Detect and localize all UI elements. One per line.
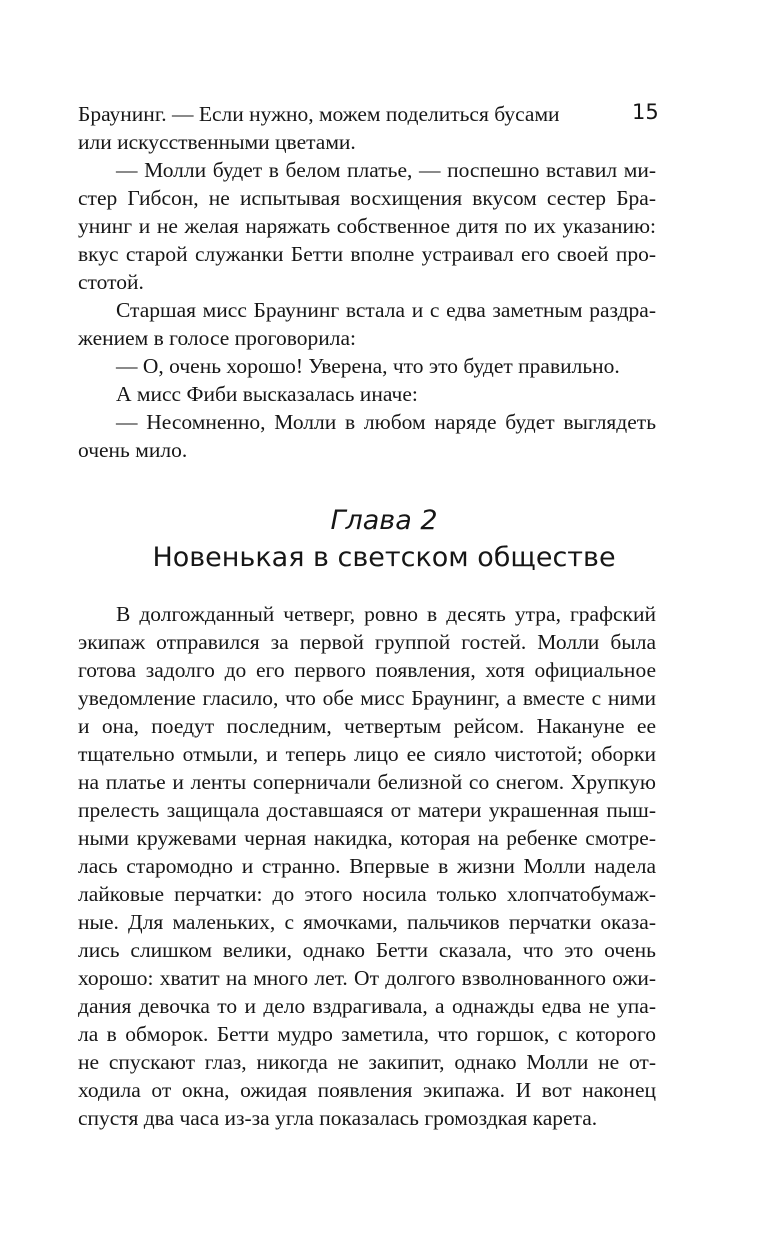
text-line: — Несомненно, Молли в любом наряде будет выглядеть: [116, 410, 656, 434]
text-line: В долгожданный четверг, ровно в десять утра, графский: [116, 602, 656, 626]
text-line: ные. Для маленьких, с ямочками, пальчиков перчатки оказа-: [78, 910, 656, 934]
text-line: Браунинг. — Если нужно, можем поделиться бусами: [78, 102, 560, 126]
text-line: на платье и ленты соперничали белизной со снегом. Хрупкую: [78, 770, 656, 794]
text-line: Старшая мисс Браунинг встала и с едва заметным раздра-: [116, 298, 656, 322]
text-line: лась старомодно и странно. Впервые в жизни Молли надела: [78, 854, 656, 878]
text-line: вкус старой служанки Бетти вполне устраивал его своей про-: [78, 242, 656, 266]
text-line: и она, поедут последним, четвертым рейсом. Накануне ее: [78, 714, 656, 738]
text-line: унинг и не желая наряжать собственное дитя по их указанию:: [78, 214, 656, 238]
text-line: жением в голосе проговорила:: [78, 326, 356, 350]
text-line: дания девочка то и дело вздрагивала, а однажды едва не упа-: [78, 994, 656, 1018]
text-line: тщательно отмыли, и теперь лицо ее сияло чистотой; оборки: [78, 742, 656, 766]
text-line: не спускают глаз, никогда не закипит, однако Молли не от-: [78, 1050, 656, 1074]
page-number: 15: [632, 100, 659, 124]
text-line: хорошо: хватит на много лет. От долгого взволнованного ожи-: [78, 966, 656, 990]
chapter-title: Новенькая в светском обществе: [152, 542, 616, 573]
text-line: ными кружевами черная накидка, которая на ребенке смотре-: [78, 826, 656, 850]
text-line: спустя два часа из-за угла показалась громоздкая карета.: [78, 1106, 598, 1130]
text-line: готова задолго до его первого появления, хотя официальное: [78, 658, 656, 682]
text-line: стотой.: [78, 270, 144, 294]
text-line: лайковые перчатки: до этого носила только хлопчатобумаж-: [78, 882, 656, 906]
text-line: прелесть защищала доставшаяся от матери украшенная пыш-: [78, 798, 656, 822]
text-line: лись слишком велики, однако Бетти сказала, что это очень: [78, 938, 656, 962]
text-line: — О, очень хорошо! Уверена, что это будет правильно.: [116, 354, 620, 378]
text-line: экипаж отправился за первой группой гостей. Молли была: [78, 630, 656, 654]
chapter-label: Глава 2: [330, 505, 438, 536]
text-line: уведомление гласило, что обе мисс Браунинг, а вместе с ними: [78, 686, 656, 710]
text-line: очень мило.: [78, 438, 188, 462]
text-line: или искусственными цветами.: [78, 130, 356, 154]
text-line: ходила от окна, ожидая появления экипажа. И вот наконец: [78, 1078, 656, 1102]
text-line: — Молли будет в белом платье, — поспешно вставил ми-: [116, 158, 656, 182]
text-line: А мисс Фиби высказалась иначе:: [116, 382, 418, 406]
text-line: ла в обморок. Бетти мудро заметила, что горшок, с которого: [78, 1022, 656, 1046]
text-line: стер Гибсон, не испытывая восхищения вкусом сестер Бра-: [78, 186, 656, 210]
